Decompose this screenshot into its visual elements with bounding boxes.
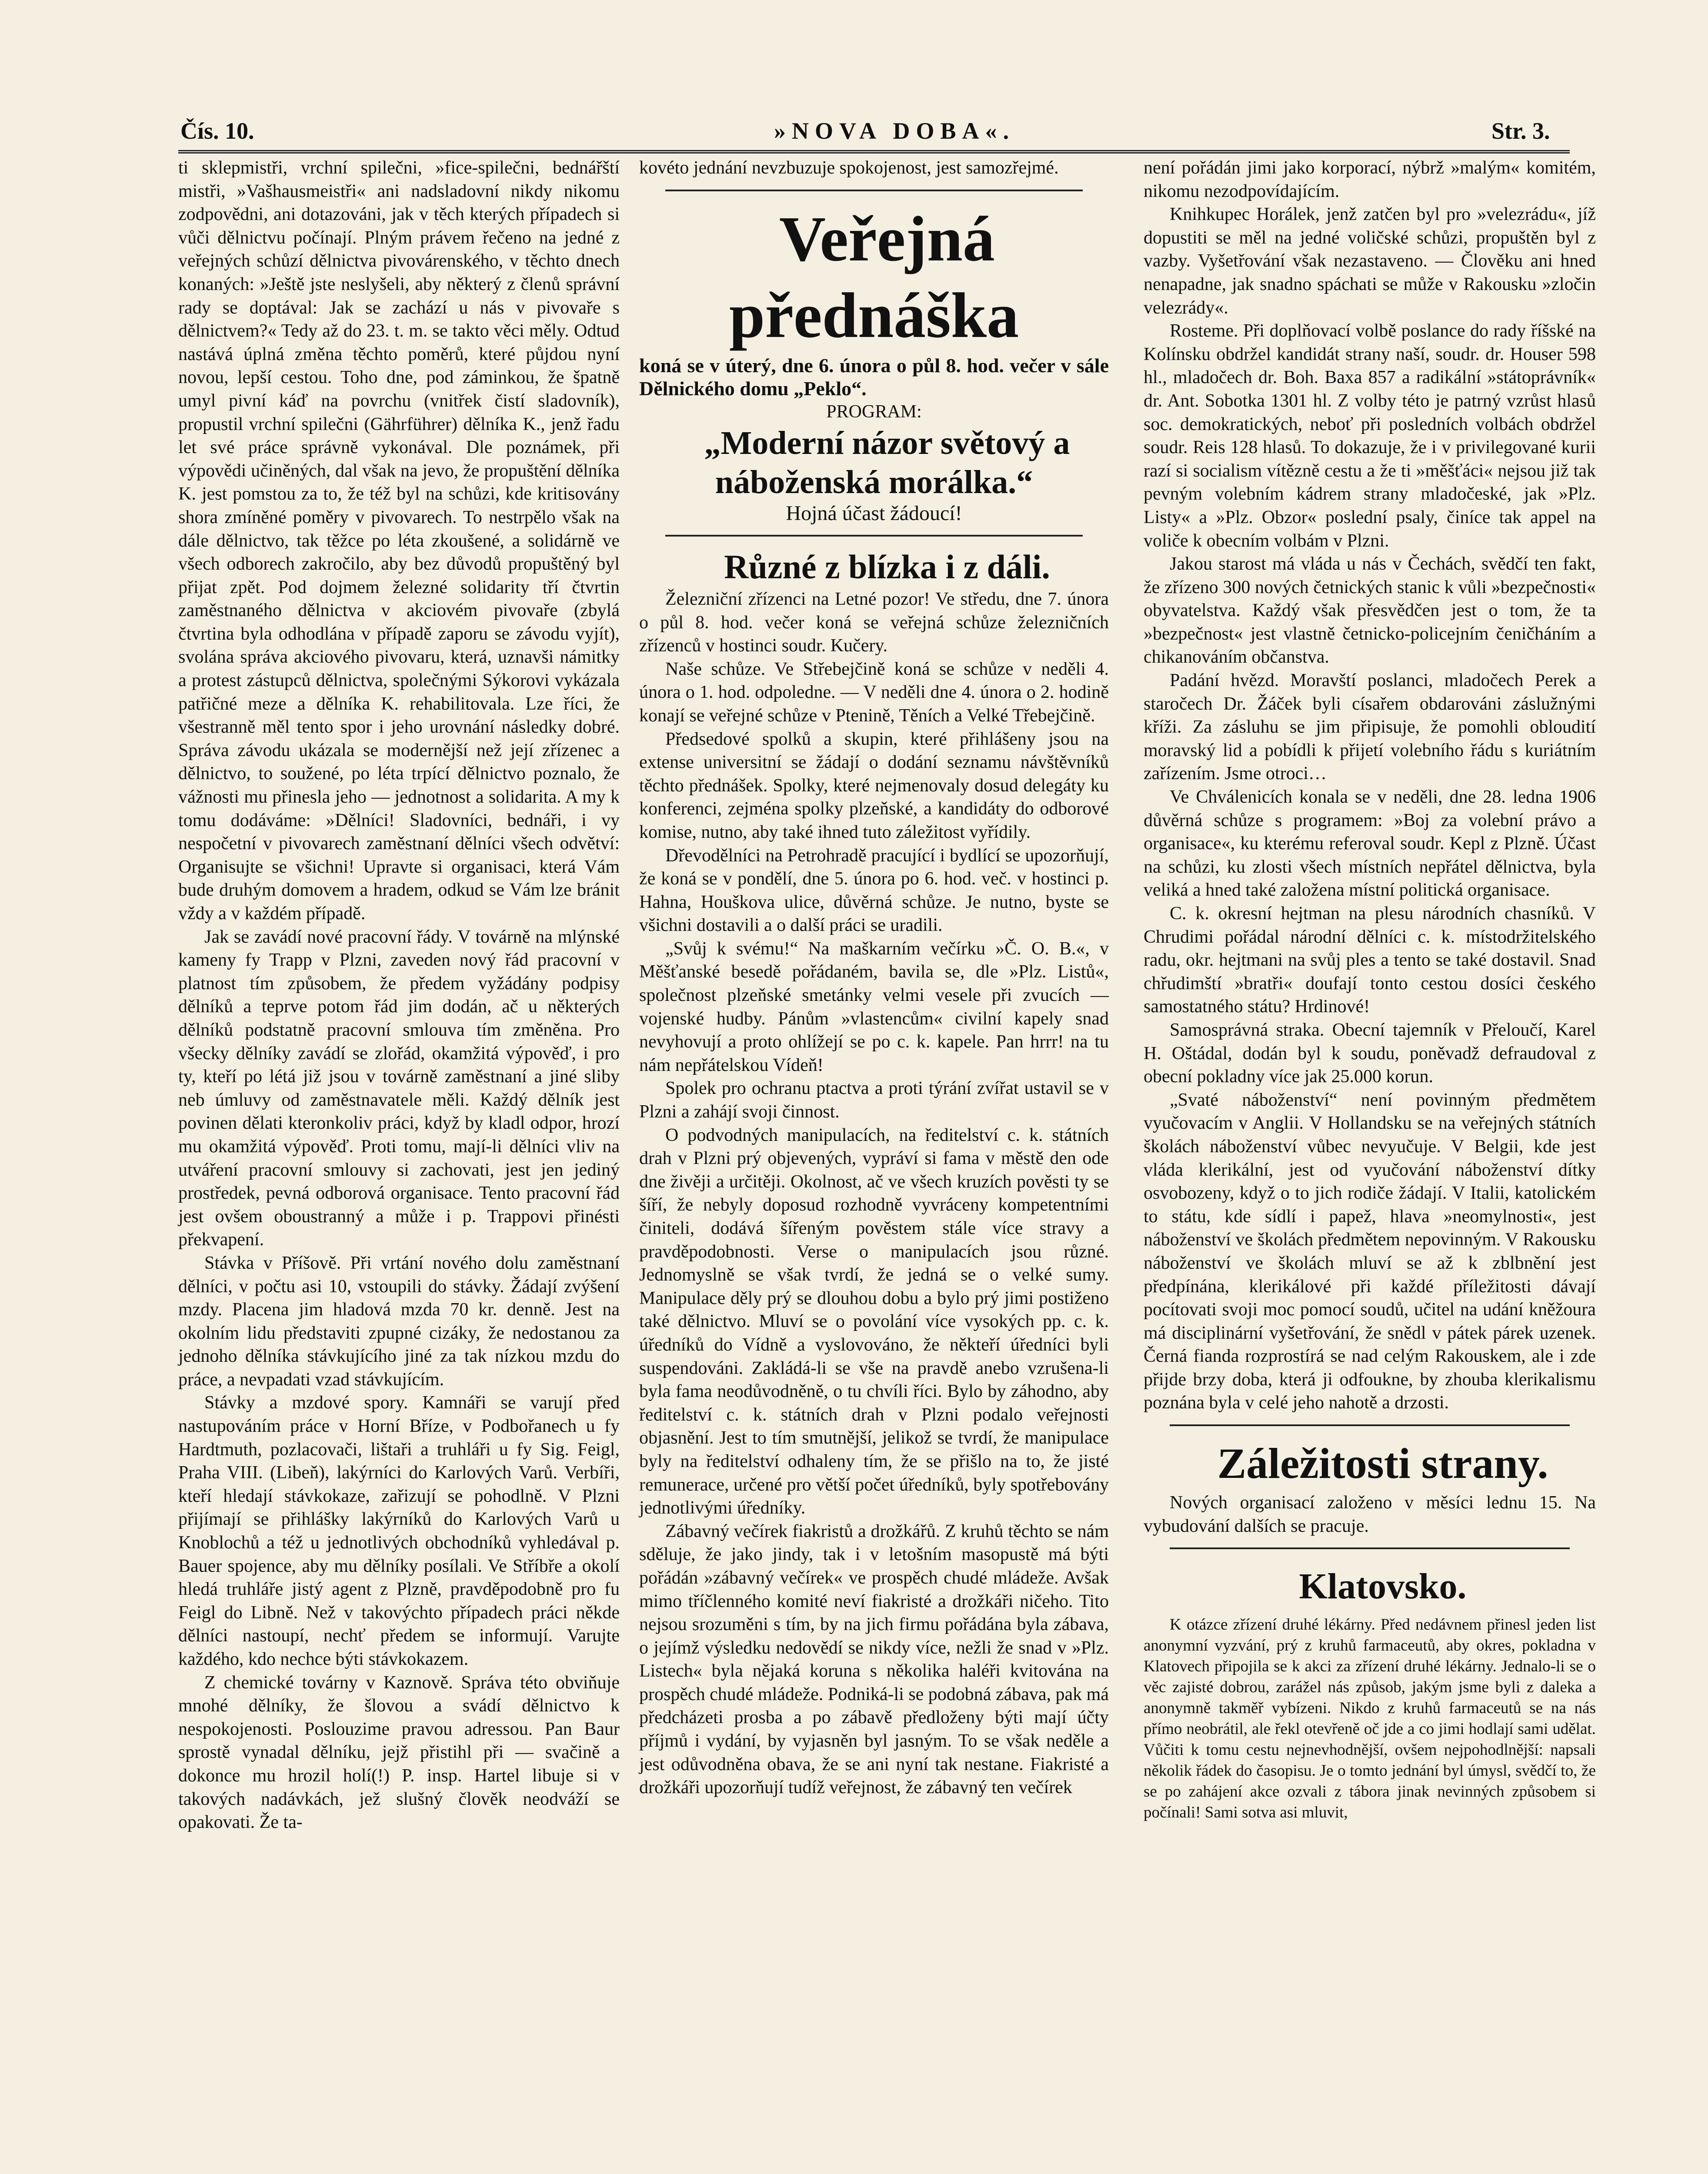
column-1 <box>178 157 620 1834</box>
article-paragraph: ti sklepmistři, vrchní spilečni, »fice-spilečni, bednářští mistři, »Vašhausmeistři« ani nadsladovní nikdy nikomu zodpovědni, ani dotazováni, jak v těch kterých případech si vůči dělnictvu počínají. Plným právem řečeno na jedné z veřejných schůzí dělnictva pivovárenského, v těchto dnech konaných: »Ještě jste neslyšeli, aby některý z členů správní rady se doptával: Jak se zachází u nás v pivovaře s dělnictvem?« Tedy až do 23. t. m. se takto věci měly. Odtud nastává úplná změna těchto poměrů, které půjdou nyní novou, lepší cestou. Toho dne, pod záminkou, že špatně umyl pivní káď na povrchu (vnitřek čistí sladovník), propustil vrchní spilečni (Gährführer) dělníka K., jenž řadu let své práce správně vykonával. Dle poznámek, při výpovědi učiněných, dal však na jevo, že propuštění dělníka K. jest pomstou za to, že též byl na schůzi, kde kritisovány shora zmíněné poměry v pivovarech. To nestrpělo však na dále dělnictvo, tak těžce po léta zkoušené, a solidárně ve všech odborech zakročilo, aby bez důvodů propuštěný byl přijat zpět. Pod dojmem železné solidarity tří čtvrtin zaměstnaného dělnictva v akciovém pivovaře (zbylá čtvrtina byla odhodlána v případě zaporu se závodu vyjít), svolána správa akciového pivovaru, která, uznavši námitky a protest zástupců dělnictva, společnými Sýkorovi vykázala patřičné meze a dělníka K. rehabilitovala. Lze říci, že všestranně měl tento spor i jeho urovnání následky dobré. Správa závodu ukázala se modernější než její zřízenec a dělnictvo, to soužené, po léta trpící dělnictvo poznalo, že vážnosti mu přinesla jeho — jednotnost a solidarita. A my k tomu dodáváme: »Dělníci! Sladovníci, bednáři, i vy nespočetní v pivovarech zaměstnaní dělníci všech odvětví: Organisujte se všichni! Upravte si organisaci, která Vám bude druhým domovem a hradem, odkud se Vám lze bránit vždy a v každém případě. <box>178 158 620 924</box>
news-item: Spolek pro ochranu ptactva a proti týrání zvířat ustavil se v Plzni a zahájí svoji činnost. <box>639 1078 1109 1122</box>
section-heading: Různé z blízka i z dáli. <box>724 547 1050 586</box>
news-item: „Svaté náboženství“ není povinným předmětem vyučovacím v Anglii. V Hollandsku se na veřejných státních školách náboženství vůbec nevyučuje. V Belgii, kde jest vláda klerikální, jest od vyučování náboženství dítky osvobozeny, když o to jich rodiče žádají. V Italii, katolickém to státu, kde sídlí i papež, hlava »neomylnosti«, jest náboženství ve školách předmětem nepovinným. V Rakousku náboženství ve školách mluví se až k zblbnění jest předpínána, klerikálové při každé příležitosti dávají pocítovati svoji moc pomocí soudů, učitel na udání kněžoura má disciplinární vyšetřování, že snědl v pátek párek uzenek. Černá fianda rozprostírá se nad celým Rakouskem, ale i zde přijde brzy doba, která ji odfoukne, by zhouba klerikalismu poznána byla v celé jeho nahotě a drzosti. <box>1144 1090 1596 1413</box>
party-item: Nových organisací založeno v měsíci lednu 15. Na vybudování dalších se pracuje. <box>1144 1493 1596 1536</box>
column-2 <box>639 157 1109 1800</box>
region-heading: Klatovsko. <box>1299 1566 1467 1607</box>
news-item: Padání hvězd. Moravští poslanci, mladočech Perek a staročech Dr. Žáček byli císařem obdarováni záslužnými kříži. Za zásluhu se jim připisuje, že pomohli obloudití moravský lid a pobídli k přijetí volebního řádu s kuriátním zařízením. Jsme otroci… <box>1144 670 1596 784</box>
news-item: Dřevodělníci na Petrohradě pracující i bydlící se upozorňují, že koná se v pondělí, dne 5. února po 6. hod. več. v hostinci p. Hahna, Houškova ulice, důvěrná schůze. Je nutno, byste se všichni dostavili a o další práci se uradili. <box>639 845 1109 936</box>
program-label: PROGRAM: <box>826 401 922 422</box>
issue-number: Čís. 10. <box>180 118 254 144</box>
lecture-info: koná se v úterý, dne 6. února o půl 8. hod. večer v sále Dělnického domu „Peklo“. <box>639 354 1109 400</box>
news-item: Samosprávná straka. Obecní tajemník v Přeloučí, Karel H. Oštádal, dodán byl k soudu, poněvadž defraudoval z obecní pokladny více jak 25.000 korun. <box>1144 1020 1596 1087</box>
news-item: Ve Chválenicích konala se v neděli, dne 28. ledna 1906 důvěrná schůze s programem: »Boj za volební právo a organisace«, ku kterému referoval soudr. Kepl z Plzně. Účast na schůzi, ku zlosti všech místních nepřátel dělnictva, byla veliká a hned také založena místní politická organisace. <box>1144 787 1596 900</box>
header-rule <box>178 150 1570 153</box>
article-paragraph: Stávka v Příšově. Při vrtání nového dolu zaměstnaní dělníci, v počtu asi 10, vstoupili do stávky. Žádají zvýšení mzdy. Placena jim hladová mzda 70 kr. denně. Jest na okolním lidu představiti zpupné cizáky, že nedostanou za jednoho dělníka stávkujícího jiné za tak nízkou mzdu do práce, a nevpadati vzad stávkujícím. <box>178 1253 620 1390</box>
program-title: „Moderní názor světový a náboženská morálka.“ <box>704 425 1070 501</box>
news-item: Železniční zřízenci na Letné pozor! Ve středu, dne 7. února o půl 8. hod. večer koná se veřejná schůze železničních zřízenců v hostinci soudr. Kučery. <box>639 589 1109 656</box>
news-item: Předsedové spolků a skupin, které přihlášeny jsou na extense universitní se žádají o dodání seznamu návštěvníků těchto přednášek. Spolky, které nejmenovaly dosud delegáty ku konferenci, zejména spolky plzeňské, a kandidáty do odborové komise, nutno, aby také ihned tuto záležitost vyřídily. <box>639 729 1109 842</box>
news-item: Rosteme. Při doplňovací volbě poslance do rady říšské na Kolínsku obdržel kandidát strany naší, soudr. dr. Houser 598 hl., mladočech dr. Boh. Baxa 857 a radikální »státoprávník« dr. Ant. Sobotka 1301 hl. Z volby této je patrný vzrůst hlasů soc. demokratických, neboť při posledních volbách obdržel soudr. Reis 128 hlasů. To dokazuje, že i v privilegované kurii razí si socialism vítězně cestu a že ti »měšťáci« nejsou již tak pevným volebním kádrem strany mladočeské, jak »Plz. Listy« a »Plz. Obzor« poslední psaly, činíce tak appel na voliče k obecním volbám v Plzni. <box>1144 321 1596 551</box>
divider <box>1170 1424 1570 1426</box>
divider <box>665 535 1083 537</box>
news-item: „Svůj k svému!“ Na maškarním večírku »Č. O. B.«, v Měšťanské besedě pořádaném, bavila se, dle »Plz. Listů«, společnost plzeňské smetánky velmi vesele při zvucích — vojenské hudby. Pánům »vlastencům« civilní kapely snad nevyhovují a proto ohlížejí se po c. k. kapele. Pan hrrr! na tu nám nepřátelskou Vídeň! <box>639 938 1109 1075</box>
news-item: Naše schůze. Ve Střebejčině koná se schůze v neděli 4. února o 1. hod. odpoledne. — V neděli dne 4. února o 2. hodině konají se veřejné schůze v Ptenině, Těních a Velké Třebejčině. <box>639 659 1109 726</box>
news-item: C. k. okresní hejtman na plesu národních chasníků. V Chrudimi pořádal národní dělníci c. k. místodržitelského radu, okr. hejtmani na svůj ples a tento se také dostavil. Snad chřudimští »bratři« doufají tonto cestou dosíci českého samostatného státu? Hrdinové! <box>1144 904 1596 1017</box>
article-paragraph: Stávky a mzdové spory. Kamnáři se varují před nastupováním práce v Horní Bříze, v Podbořanech u fy Hardtmuth, pozlacovači, lištaři a truhláři u fy Sig. Feigl, Praha VIII. (Libeň), lakýrníci do Karlových Varů. Verbíři, kteří hledají stávkokaze, zařizují se pohodlně. V Plzni přijímají se přihlášky lakýrníků do Karlových Varů u Knoblochů a též u jednotlivých obchodníků vyhledával p. Bauer spojence, aby mu dělníky posílali. Ve Stříbře a okolí hledá truhláře jistý agent z Plzně, pravděpodobně pro fu Feigl do Libně. Než v takovýchto případech práci někde dělníci nastoupí, nechť předem se informují. Varujte každého, kdo nechce býti stávkokazem. <box>178 1393 620 1669</box>
region-item: K otázce zřízení druhé lékárny. Před nedávnem přinesl jeden list anonymní vyzvání, prý z kruhů farmaceutů, aby okres, pokladna v Klatovech připojila se k akci za zřízení druhé lékárny. Jednalo-li se o věc zajisté dobrou, zarážel nás způsob, jakým jsme byli z daleka a anonymně takměř vybízeni. Nikdo z kruhů farmaceutů se na nás přímo neobrátil, ale řekl otevřeně oč jde a co jimi hodlají sami udělat. Vůčiti k tomu cestu nejnevhodnější, ovšem nejpohodlnější: napsali několik řádek do časopisu. Je o tomto jednání byl úmysl, svědčí to, že se po zahájení akce ozvali z tábora jinak nevinných způsobem si počínali! Sami sotva asi mluvit, <box>1144 1616 1596 1822</box>
divider <box>1170 1547 1570 1549</box>
news-item: Jakou starost má vláda u nás v Čechách, svědčí ten fakt, že zřízeno 300 nových četnických stanic k vůli »bezpečnosti« obyvatelstva. Každý však přesvědčen jest o tom, že ta »bezpečnost« jest vlastně četnicko-policejním čeničháním a chikanováním občanstva. <box>1144 554 1596 667</box>
news-item: není pořádán jimi jako korporací, nýbrž »malým« komitém, nikomu nezodpovídajícím. <box>1144 158 1596 201</box>
column-3 <box>1144 157 1596 1823</box>
news-item: O podvodných manipulacích, na ředitelství c. k. státních drah v Plzni prý objevených, vypráví si fama v městě den ode dne živěji a určitěji. Okolnost, ač ve všech kruzích pověsti ty se šíří, že nebyly doposud rozhodně vyvráceny kompetentními činiteli, dodává šířeným pověstem stále více stravy a pravděpodobnosti. Verse o manipulacích jsou různé. Jednomyslně se však tvrdí, že jedná se o velké sumy. Manipulace děly prý se dlouhou dobu a bylo prý jimi postiženo také dělnictvo. Mluví se o povolání více vysokých pp. c. k. úředníků do Vídně a vyslovováno, že někteří úředníci byli suspendováni. Zakládá-li se vše na pravdě anebo vzrušena-li byla fama neodůvodněně, o tu chvíli říci. Bylo by záhodno, aby ředitelství c. k. státních drah v Plzni podalo veřejnosti objasnění. Jest to tím smutnější, jelikož se tvrdí, že manipulace byly na ředitelství odhaleny tím, že se přišlo na to, že jisté remunerace, určené pro větší počet úředníků, byly spotřebovány jednotlivými úředníky. <box>639 1125 1109 1518</box>
attendance-note: Hojná účast žádoucí! <box>786 502 962 525</box>
article-paragraph: Z chemické továrny v Kaznově. Správa této obviňuje mnohé dělníky, že šlovou a svádí dělnictvo k nespokojenosti. Poslouzime pravou adressou. Pan Baur sprostě vynadal dělníku, jejž přistihl při — svačině a dokonce mu hrozil holí(!) P. insp. Hartel libuje si v takových nadávkách, jež slušný člověk neodváží se opakovati. Že ta- <box>178 1672 620 1833</box>
article-paragraph: kovéto jednání nevzbuzuje spokojenost, jest samozřejmé. <box>639 158 1059 178</box>
article-paragraph: Jak se zavádí nové pracovní řády. V továrně na mlýnské kameny fy Trapp v Plzni, zaveden nový řád pracovní v platnost tím způsobem, že předem vyžádány podpisy dělníků a teprve potom řád jim dodán, ač u některých dělníků podstatně pracovní smlouva tím změněna. Pro všecky dělníky zavádí se zlořád, okamžitá výpověď, i pro ty, kteří po létá již jsou v továrně zaměstnaní a jiné sliby neb úmluvy od zaměstnavatele měli. Každý dělník jest povinen dělati kteronkoliv práci, když by kladl odpor, hrozí mu okamžitá výpověď. Proti tomu, mají-li dělníci vliv na utváření pracovní smlouvy si zachovati, jest jen jediný prostředek, pevná odborová organisace. Tento pracovní řád jest ovšem oboustranný a může i p. Trappovi přinésti překvapení. <box>178 927 620 1250</box>
page-number: Str. 3. <box>1491 118 1550 144</box>
lecture-title: Veřejná přednáška <box>729 203 1019 351</box>
news-item: Knihkupec Horálek, jenž zatčen byl pro »velezrádu«, jíž dopustiti se měl na jedné voličské schůzi, propuštěn byl z vazby. Vyšetřování však nezastaveno. — Člověku ani hned nenapadne, jak snadno spáchati se může v Rakousku »zločin velezrády«. <box>1144 204 1596 318</box>
newspaper-title: »NOVA DOBA«. <box>774 118 1015 144</box>
divider <box>665 190 1083 191</box>
news-item: Zábavný večírek fiakristů a drožkářů. Z kruhů těchto se nám sděluje, že jako jindy, tak i v letošním masopustě má býti pořádán »zábavný večírek« ve prospěch chudé mládeže. Avšak mimo tříčlenného komité neví fiakristé a drožkáři ničeho. Tito nejsou srozuměni s tím, by na jich firmu pořádána byla zábava, o jejímž výsledku nedovědí se nikdy více, nežli že snad v »Plz. Listech« byla nějaká koruna s několika haléři kvitována na prospěch chudé mládeže. Podniká-li se podobná zábava, pak má předcházeti prosba a po zábavě předloženy býti mají účty příjmů i vydání, by vyjasněn byl jasným. To se však neděle a jest odůvodněna obava, že se ani nyní tak nestane. Fiakristé a drožkáři upozorňují tudíž veřejnost, že zábavný ten večírek <box>639 1521 1109 1798</box>
party-heading: Záležitosti strany. <box>1217 1439 1548 1488</box>
